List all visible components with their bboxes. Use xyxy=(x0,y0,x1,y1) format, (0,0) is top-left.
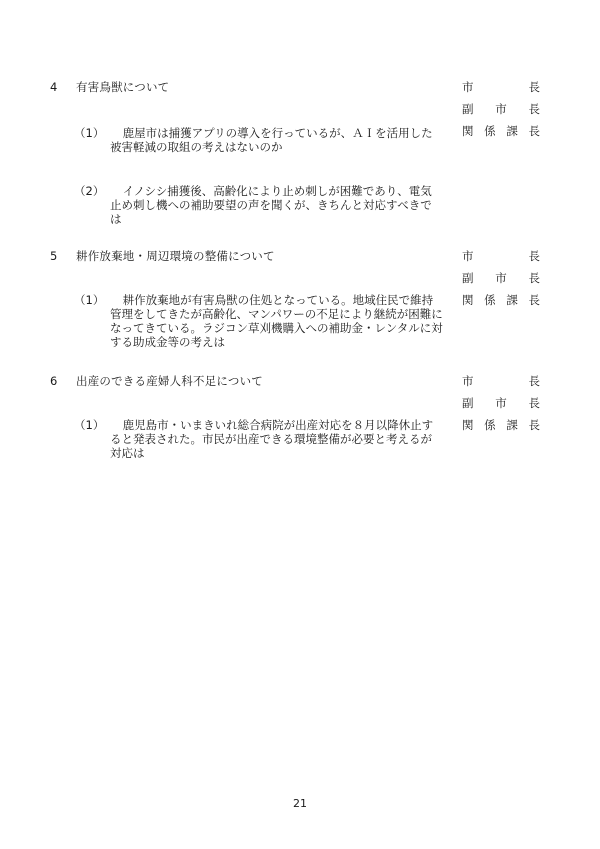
page-number: 21 xyxy=(293,797,307,810)
responder-char: 課 xyxy=(506,418,518,432)
responder-mayor xyxy=(462,80,540,102)
responder-char: 市 xyxy=(495,102,507,116)
question-number: （1） xyxy=(74,126,105,140)
responder-char: 関 xyxy=(462,293,474,307)
responders-list xyxy=(462,80,540,146)
section-title: 耕作放棄地・周辺環境の整備について xyxy=(76,249,275,263)
responder-char: 課 xyxy=(506,124,518,138)
question-text: 鹿屋市は捕獲アプリの導入を行っているが、ＡＩを活用した被害軽減の取組の考えはないのか xyxy=(110,126,433,154)
section-number: 5 xyxy=(50,249,58,263)
section-number: 6 xyxy=(50,374,58,388)
responder-char: 市 xyxy=(462,80,474,94)
responder-section-chiefs xyxy=(462,418,540,440)
responder-deputy-mayor xyxy=(462,102,540,124)
responder-mayor xyxy=(462,249,540,271)
responder-char: 長 xyxy=(528,80,540,94)
responder-char: 長 xyxy=(528,249,540,263)
responder-section-chiefs xyxy=(462,124,540,146)
section-number: 4 xyxy=(50,80,58,94)
responder-char: 長 xyxy=(528,271,540,285)
responder-char: 係 xyxy=(484,293,496,307)
responder-char: 市 xyxy=(495,271,507,285)
question-number: （2） xyxy=(74,184,105,198)
responders-list xyxy=(462,374,540,440)
responder-char: 長 xyxy=(528,374,540,388)
responder-char: 関 xyxy=(462,124,474,138)
responder-char: 長 xyxy=(528,102,540,116)
responder-char: 副 xyxy=(462,396,474,410)
responder-section-chiefs xyxy=(462,293,540,315)
responder-char: 長 xyxy=(528,293,540,307)
section-title: 有害鳥獣について xyxy=(76,80,170,94)
responder-char: 市 xyxy=(462,249,474,263)
question-text: イノシシ捕獲後、高齢化により止め刺しが困難であり、電気止め刺し機への補助要望の声を聞くが、きちんと対応すべきでは xyxy=(110,184,432,226)
responder-char: 係 xyxy=(484,124,496,138)
responder-char: 課 xyxy=(506,293,518,307)
question-number: （1） xyxy=(74,293,105,307)
responder-mayor xyxy=(462,374,540,396)
responder-char: 副 xyxy=(462,102,474,116)
responder-char: 市 xyxy=(495,396,507,410)
question-number: （1） xyxy=(74,418,105,432)
responder-deputy-mayor xyxy=(462,271,540,293)
responder-deputy-mayor xyxy=(462,396,540,418)
responder-char: 副 xyxy=(462,271,474,285)
responder-char: 係 xyxy=(484,418,496,432)
responder-char: 長 xyxy=(528,418,540,432)
question-text: 鹿児島市・いまきいれ総合病院が出産対応を８月以降休止すると発表された。市民が出産できる環境整備が必要と考えるが対応は xyxy=(110,418,434,460)
responder-char: 長 xyxy=(528,124,540,138)
responders-list xyxy=(462,249,540,315)
section-title: 出産のできる産婦人科不足について xyxy=(76,374,263,388)
responder-char: 市 xyxy=(462,374,474,388)
responder-char: 関 xyxy=(462,418,474,432)
question-text: 耕作放棄地が有害鳥獣の住処となっている。地域住民で維持管理をしてきたが高齢化、マンパワーの不足により継続が困難になってきている。ラジコン草刈機購入への補助金・レンタルに対する助成金等の考えは xyxy=(110,293,443,349)
responder-char: 長 xyxy=(528,396,540,410)
